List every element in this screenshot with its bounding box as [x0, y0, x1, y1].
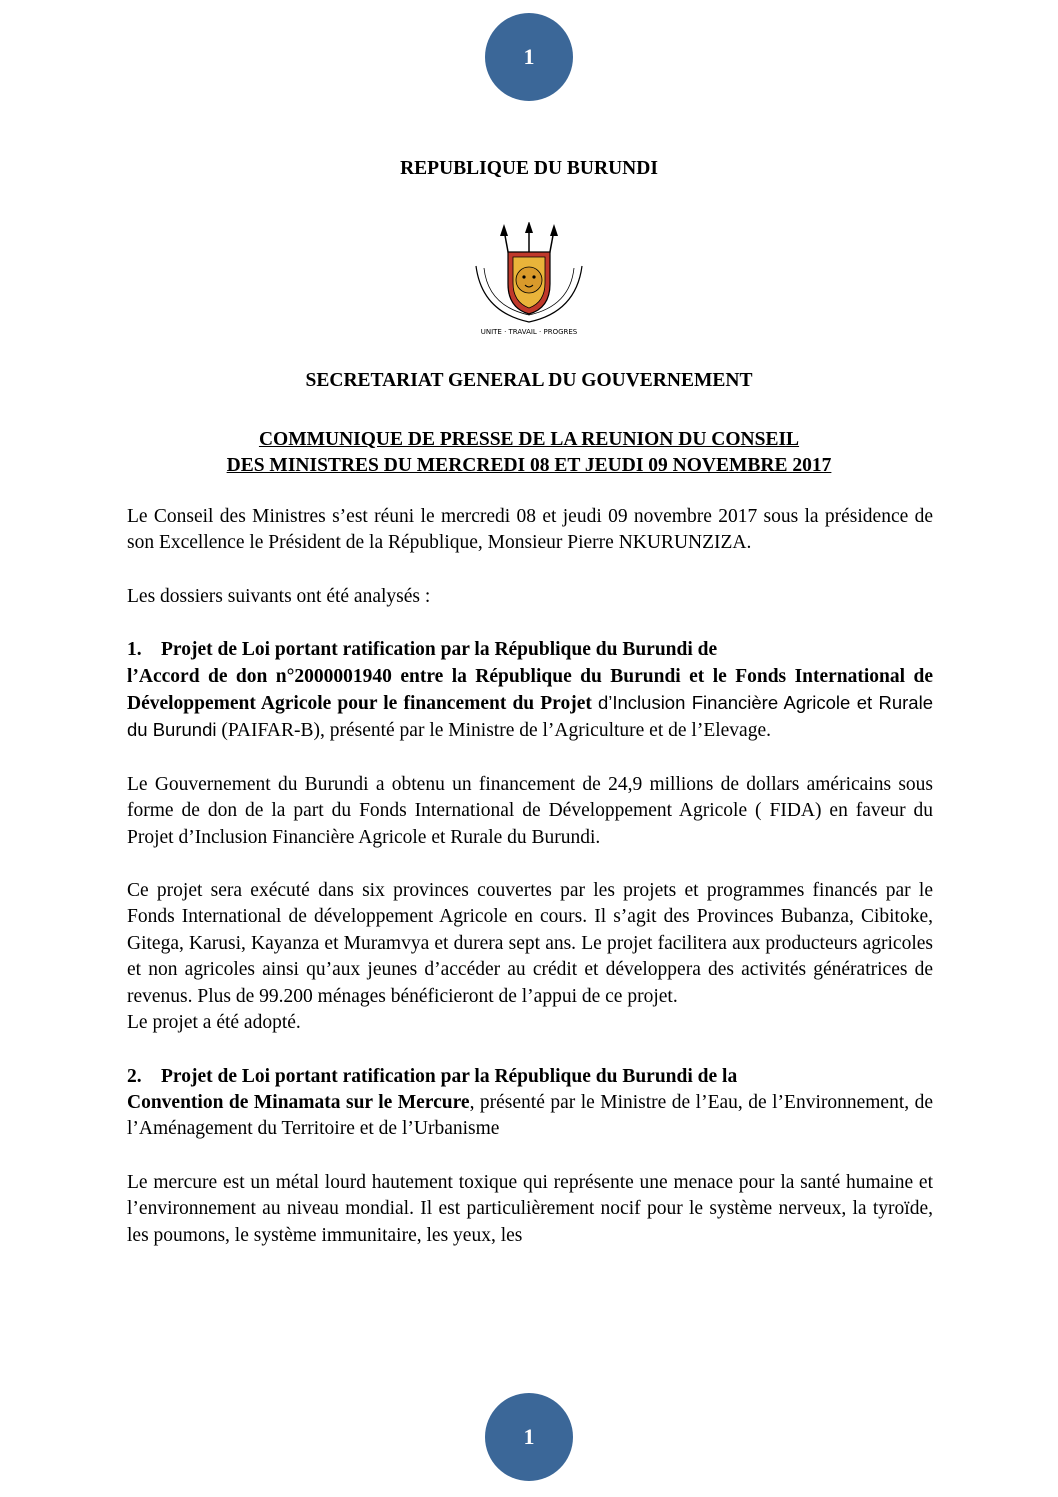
page-number-badge-bottom: 1: [485, 1393, 573, 1481]
page-number-badge-top: 1: [485, 13, 573, 101]
communique-title-line2: DES MINISTRES DU MERCREDI 08 ET JEUDI 09 NOVEMBRE 2017: [226, 455, 832, 476]
item1-number: 1.: [127, 639, 142, 661]
item2-heading-line1: [127, 1064, 933, 1090]
item1-adopted: Le projet a été adopté.: [127, 1012, 301, 1034]
item2-number: 2.: [127, 1065, 142, 1087]
item1-heading: [127, 637, 933, 745]
communique-title: [0, 427, 1058, 479]
coat-of-arms-emblem: [466, 222, 592, 340]
item1-paragraph-execution: Ce projet sera exécuté dans six provinces couvertes par les projets et programmes financés par le Fonds International de développement Agricole en cours. Il s’agit des Provinces Bubanza, Cibitoke, Gitega, Karusi, Kayanza et Muramvya et durera sept ans. Le projet facilitera aux producteurs agricoles et non agricoles ainsi qu’aux jeunes d’accéder au crédit et développera des activités génératrices de revenus. Plus de 99.200 ménages bénéficieront de l’appui de ce projet.: [127, 880, 933, 1007]
communique-title-line1: COMMUNIQUE DE PRESSE DE LA REUNION DU CONSEIL: [258, 429, 800, 450]
item1-title-end: (PAIFAR-B), présenté par le Ministre de l’Agriculture et de l’Elevage.: [216, 720, 771, 742]
item1-heading-line1: [127, 637, 933, 663]
emblem-motto: UNITE · TRAVAIL · PROGRES: [480, 328, 578, 336]
item2-title-bold: Convention de Minamata sur le Mercure: [127, 1091, 470, 1113]
secretariat-heading: SECRETARIAT GENERAL DU GOUVERNEMENT: [305, 370, 753, 391]
dossiers-intro: Les dossiers suivants ont été analysés :: [127, 585, 431, 607]
item1-title-line1: Projet de Loi portant ratification par la République du Burundi de: [161, 639, 718, 661]
item2-title-end: , présenté par le Ministre de l’Eau, de l’Environnement, de l’Aménagement du Territoire et de l’Urbanisme: [127, 1091, 933, 1140]
document-body: [127, 504, 933, 1276]
item1-paragraph-financing: Le Gouvernement du Burundi a obtenu un financement de 24,9 millions de dollars américains sous forme de don de la part du Fonds International de Développement Agricole ( FIDA) en faveur du Projet d’Inclusion Financière Agricole et Rurale du Burundi.: [127, 773, 933, 848]
item1-title-rest: l’Accord de don n°2000001940 entre la République du Burundi et le Fonds International de Développement Agricole pour le financement du Projet: [127, 665, 933, 715]
item2-heading: [127, 1064, 933, 1143]
item2-title-line1: Projet de Loi portant ratification par la République du Burundi de la: [161, 1065, 738, 1087]
intro-paragraph: Le Conseil des Ministres s’est réuni le mercredi 08 et jeudi 09 novembre 2017 sous la présidence de son Excellence le Président de la République, Monsieur Pierre NKURUNZIZA.: [127, 506, 933, 554]
item1-title-sans: d’Inclusion Financière Agricole et Rurale du Burundi: [127, 692, 933, 741]
item2-paragraph-mercury: Le mercure est un métal lourd hautement toxique qui représente une menace pour la santé humaine et l’environnement au niveau mondial. Il est particulièrement nocif pour le système nerveux, la tyroïde, les poumons, le système immunitaire, les yeux, les: [127, 1171, 933, 1246]
republic-heading: REPUBLIQUE DU BURUNDI: [400, 158, 658, 179]
